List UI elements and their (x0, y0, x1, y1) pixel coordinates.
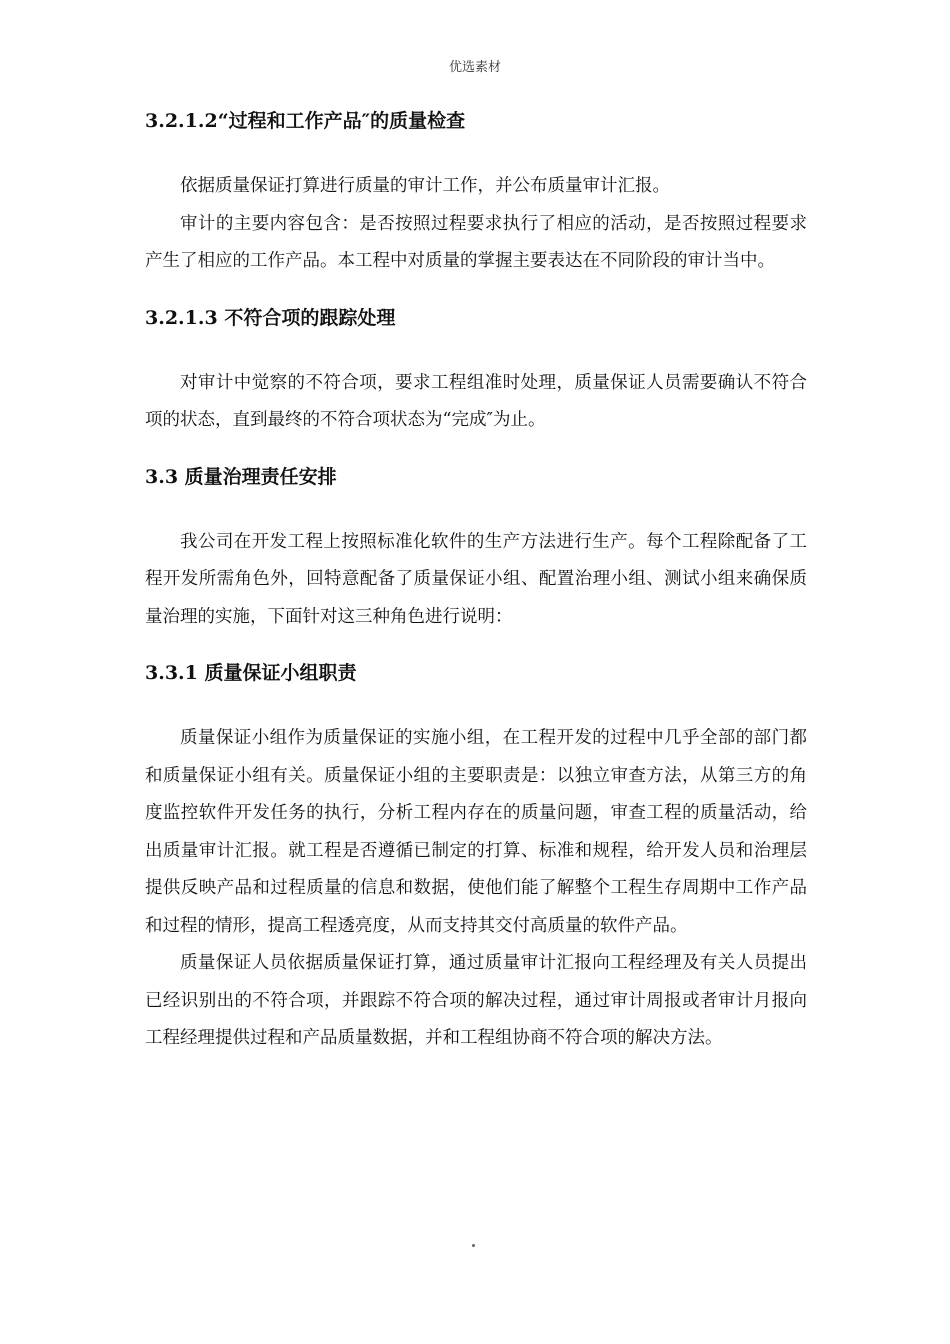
paragraph: 对审计中觉察的不符合项，要求工程组准时处理，质量保证人员需要确认不符合项的状态，直到最终的不符合项状态为“完成″为止。 (145, 372, 807, 430)
section-heading-3-2-1-2: 3.2.1.2“过程和工作产品″的质量检查 (145, 110, 466, 132)
section-heading-3-3-1: 3.3.1 质量保证小组职责 (145, 662, 357, 684)
document-body (145, 106, 807, 1058)
paragraph: 我公司在开发工程上按照标准化软件的生产方法进行生产。每个工程除配备了工程开发所需角色外，回特意配备了质量保证小组、配置治理小组、测试小组来确保质量治理的实施，下面针对这三种角色进行说明： (145, 531, 807, 627)
page-footer-mark (472, 1244, 475, 1247)
paragraph: 质量保证小组作为质量保证的实施小组，在工程开发的过程中几乎全部的部门都和质量保证小组有关。质量保证小组的主要职责是：以独立审查方法，从第三方的角度监控软件开发任务的执行，分析工程内存在的质量问题，审查工程的质量活动，给出质量审计汇报。就工程是否遵循已制定的打算、标准和规程，给开发人员和治理层提供反映产品和过程质量的信息和数据，使他们能了解整个工程生存周期中工作产品和过程的情形，提高工程透亮度，从而支持其交付高质量的软件产品。 (145, 728, 807, 936)
paragraph: 审计的主要内容包含：是否按照过程要求执行了相应的活动，是否按照过程要求产生了相应的工作产品。本工程中对质量的掌握主要表达在不同阶段的审计当中。 (145, 213, 807, 271)
paragraph: 质量保证人员依据质量保证打算，通过质量审计汇报向工程经理及有关人员提出已经识别出的不符合项，并跟踪不符合项的解决过程，通过审计周报或者审计月报向工程经理提供过程和产品质量数据，并和工程组协商不符合项的解决方法。 (145, 953, 807, 1048)
section-heading-3-3: 3.3 质量治理责任安排 (145, 465, 337, 488)
page-header: 优选素材 (448, 60, 501, 75)
paragraph: 依据质量保证打算进行质量的审计工作，并公布质量审计汇报。 (180, 176, 670, 196)
section-heading-3-2-1-3: 3.2.1.3 不符合项的跟踪处理 (145, 306, 396, 329)
